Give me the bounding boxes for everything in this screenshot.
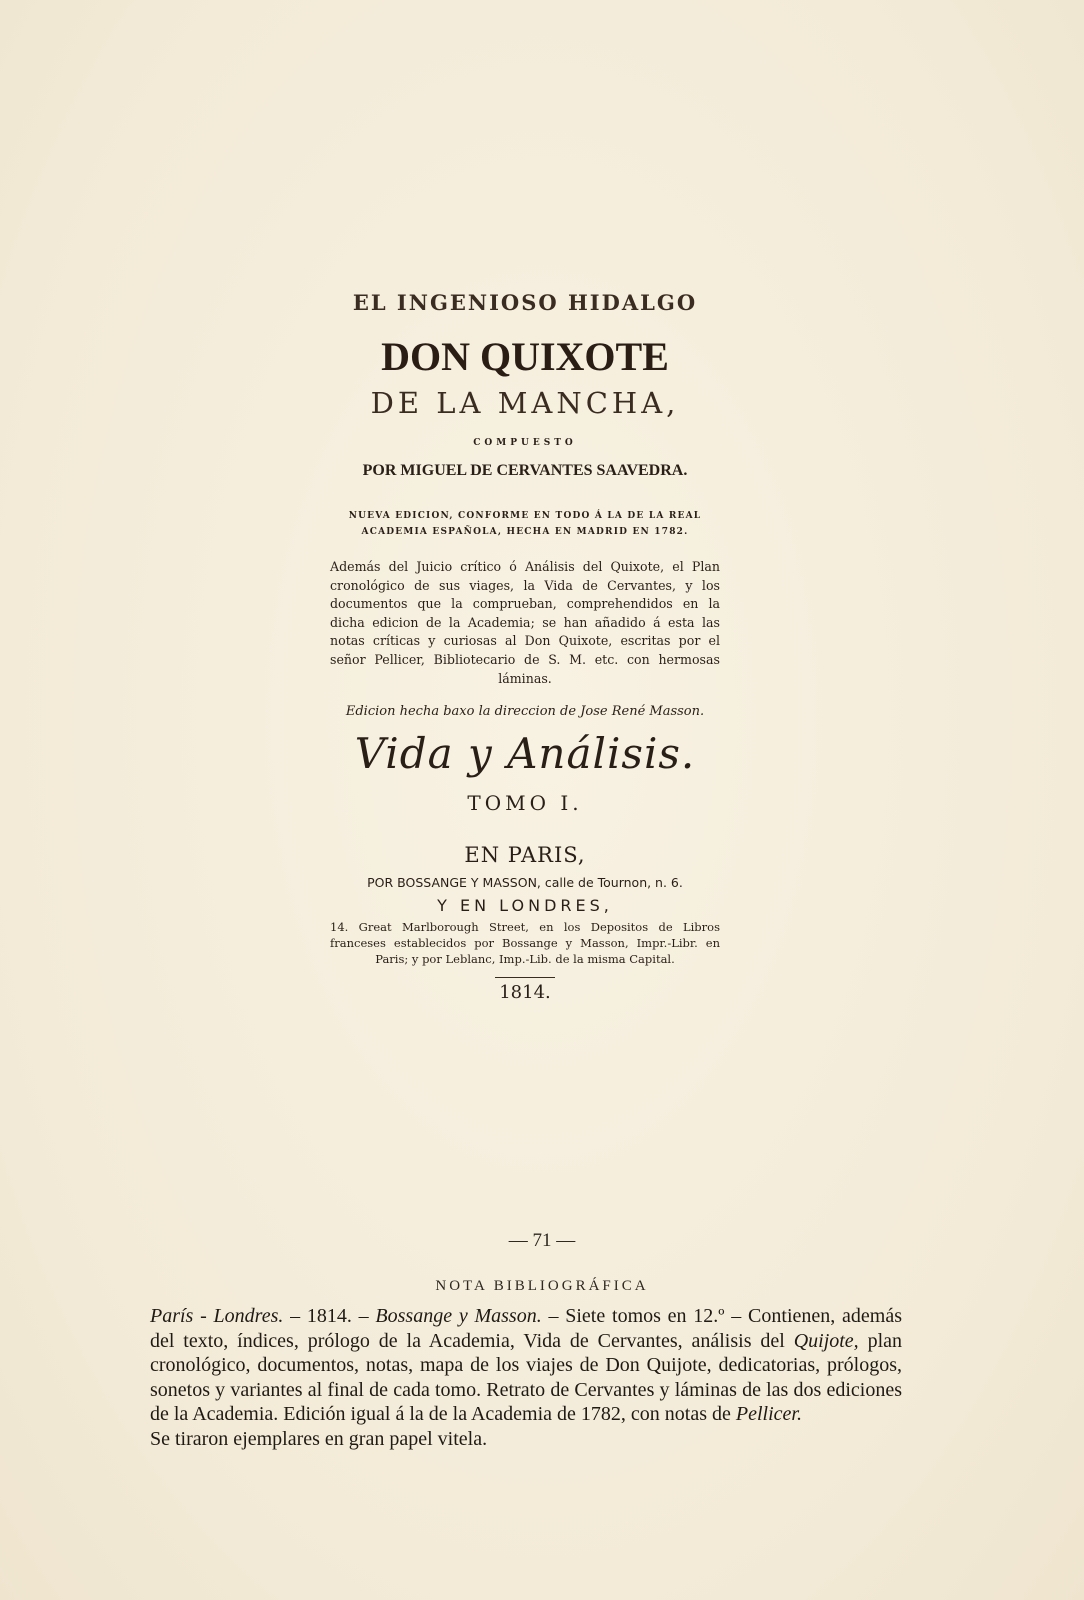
author-line: POR MIGUEL DE CERVANTES SAAVEDRA. xyxy=(362,462,688,479)
imprint-publisher-2: 14. Great Marlborough Street, en los Depositos de Libros franceses establecidos por Bossange y Masson, Impr.-Libr. en Paris; y por Leblanc, Imp.-Lib. de la misma Capital. xyxy=(330,920,720,967)
note-text-1: – 1814. – xyxy=(283,1305,376,1327)
description-paragraph: Además del Juicio crítico ó Análisis del Quixote, el Plan cronológico de sus viages, la Vida de Cervantes, y los documentos que la comprueban, comprehendidos en la dicha edicion de la Academia; se han añadido á esta las notas críticas y curiosas al Don Quixote, escritas por el señor Pellicer, Bibliotecario de S. M. etc. con hermosas láminas. xyxy=(330,559,720,686)
imprint-place-2: Y EN LONDRES, xyxy=(437,896,613,916)
imprint-publisher-1: POR BOSSANGE Y MASSON, calle de Tournon, n. 6. xyxy=(367,875,683,891)
title-page-plate xyxy=(330,290,720,1003)
edition-note-line-1: NUEVA EDICION, CONFORME EN TODO Á LA DE LA REAL xyxy=(348,511,702,521)
note-text-2: – Siete tomos en 12.º – Contienen, además del texto, índices, prólogo de la Academia, Vida de Cervantes, análisis del xyxy=(150,1305,902,1352)
note-quijote: Quijote, xyxy=(793,1329,859,1352)
editor-line: Edicion hecha baxo la direccion de Jose René Masson. xyxy=(345,704,705,720)
title-line-2: DON QUIXOTE xyxy=(381,334,669,379)
note-publisher: Bossange y Masson. xyxy=(375,1305,542,1327)
note-body xyxy=(150,1304,902,1452)
imprint-place-1: EN PARIS, xyxy=(464,843,586,868)
note-text-3: plan cronológico, documentos, notas, mapa de los viajes de Don Quijote, dedicatorias, prólogos, sonetos y variantes al final de cada tomo. Retrato de Cervantes y láminas de las dos ediciones de la Academia. Edición igual á la de la Academia de 1782, con notas de xyxy=(150,1329,902,1426)
note-last-line: Se tiraron ejemplares en gran papel vitela. xyxy=(150,1427,488,1450)
title-line-1: EL INGENIOSO HIDALGO xyxy=(352,290,698,315)
edition-note xyxy=(330,508,720,540)
note-place: París - Londres. xyxy=(150,1305,284,1327)
volume-number: TOMO I. xyxy=(467,791,583,816)
note-pellicer: Pellicer. xyxy=(735,1403,802,1426)
note-paragraph xyxy=(150,1304,902,1427)
volume-script-title: Vida y Análisis. xyxy=(354,729,696,779)
edition-note-line-2: ACADEMIA ESPAÑOLA, HECHA EN MADRID EN 1782. xyxy=(361,527,689,537)
page-number: — 71 — xyxy=(508,1230,576,1251)
note-heading: NOTA BIBLIOGRÁFICA xyxy=(435,1278,649,1294)
imprint-year: 1814. xyxy=(495,977,555,1003)
title-line-3: DE LA MANCHA, xyxy=(370,386,680,420)
title-line-4: COMPUESTO xyxy=(473,438,577,448)
